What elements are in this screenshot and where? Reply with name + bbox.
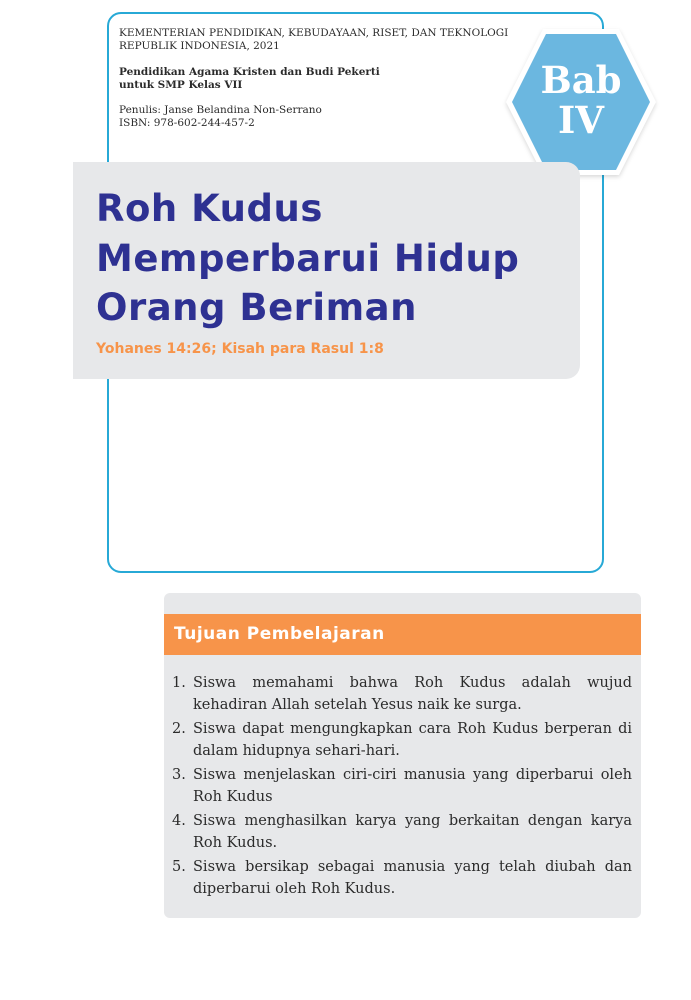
learning-goals-list xyxy=(172,672,632,902)
scripture-reference: Yohanes 14:26; Kisah para Rasul 1:8 xyxy=(96,341,384,357)
chapter-title-line-3: Orang Beriman xyxy=(96,286,417,329)
chapter-number: IV xyxy=(557,98,604,142)
publisher-info xyxy=(119,27,509,53)
list-item xyxy=(172,672,632,716)
author-info xyxy=(119,104,322,130)
list-item-text: Siswa dapat mengungkapkan cara Roh Kudus berperan di dalam hidupnya sehari-hari. xyxy=(193,721,632,759)
chapter-title-line-2: Memperbarui Hidup xyxy=(96,237,520,280)
book-info xyxy=(119,66,380,92)
isbn: ISBN: 978-602-244-457-2 xyxy=(119,117,255,129)
publisher-line-1: KEMENTERIAN PENDIDIKAN, KEBUDAYAAN, RISET, DAN TEKNOLOGI xyxy=(119,27,509,39)
list-item-text: Siswa bersikap sebagai manusia yang telah diubah dan diperbarui oleh Roh Kudus. xyxy=(193,859,632,897)
chapter-word: Bab xyxy=(540,58,622,102)
book-title-line-1: Pendidikan Agama Kristen dan Budi Pekerti xyxy=(119,66,380,78)
list-item-number: 4. xyxy=(172,813,186,829)
list-item-number: 2. xyxy=(172,721,186,737)
chapter-title-line-1: Roh Kudus xyxy=(96,187,323,230)
list-item xyxy=(172,764,632,808)
list-item-text: Siswa menjelaskan ciri-ciri manusia yang diperbarui oleh Roh Kudus xyxy=(193,767,632,805)
list-item-number: 5. xyxy=(172,859,186,875)
list-item-number: 3. xyxy=(172,767,186,783)
list-item xyxy=(172,718,632,762)
author-name: Penulis: Janse Belandina Non-Serrano xyxy=(119,104,322,116)
book-title-line-2: untuk SMP Kelas VII xyxy=(119,79,243,91)
list-item-number: 1. xyxy=(172,675,186,691)
list-item-text: Siswa memahami bahwa Roh Kudus adalah wujud kehadiran Allah setelah Yesus naik ke surga. xyxy=(193,675,632,713)
list-item-text: Siswa menghasilkan karya yang berkaitan dengan karya Roh Kudus. xyxy=(193,813,632,851)
chapter-label xyxy=(503,60,659,140)
learning-goals-heading: Tujuan Pembelajaran xyxy=(164,614,641,655)
list-item xyxy=(172,810,632,854)
publisher-line-2: REPUBLIK INDONESIA, 2021 xyxy=(119,40,280,52)
list-item xyxy=(172,856,632,900)
